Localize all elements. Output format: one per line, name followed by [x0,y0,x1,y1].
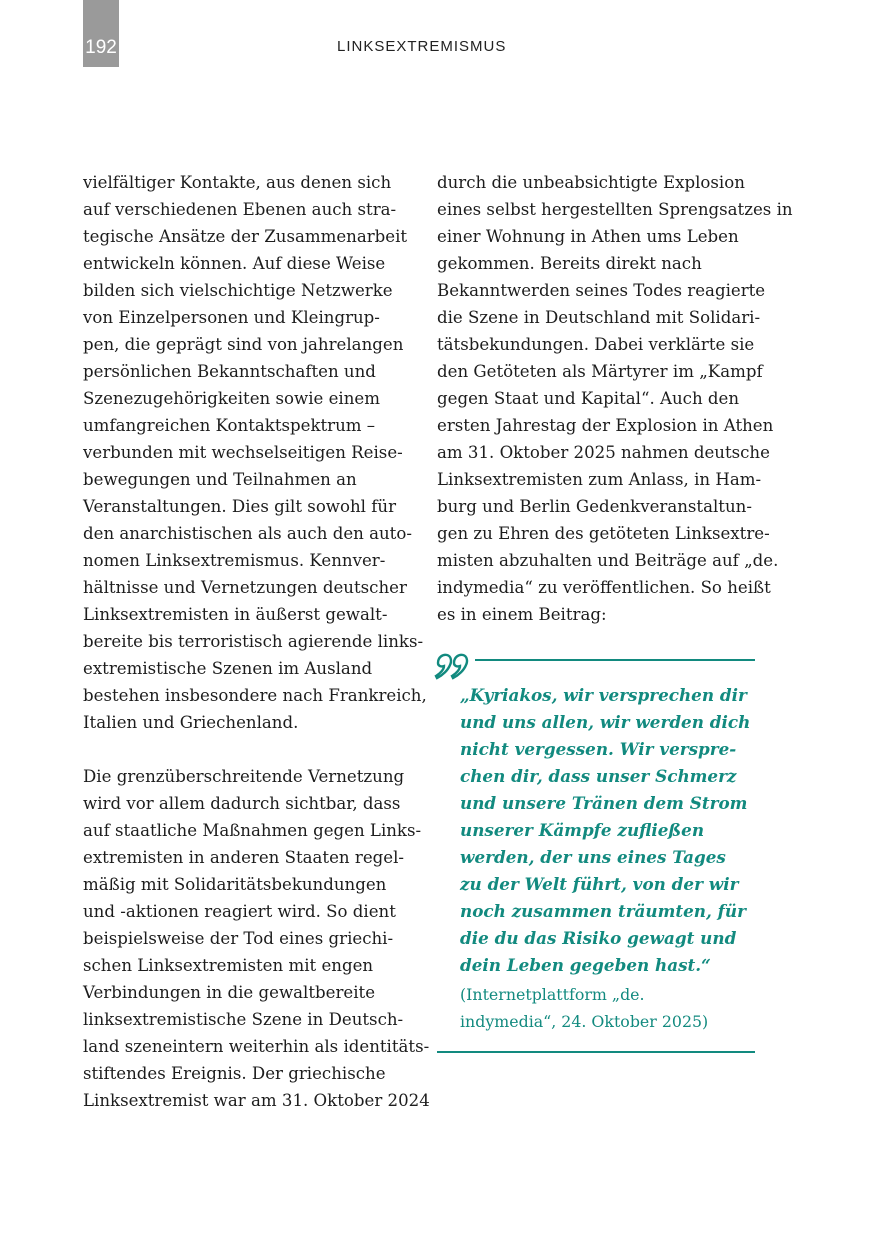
text-line: von Einzelpersonen und Kleingrup- [83,308,380,327]
paragraph-gap [83,736,408,763]
right-column [437,169,793,628]
text-line: land szeneintern weiterhin als identitäts- [83,1037,430,1056]
text-line: extremistische Szenen im Ausland [83,659,373,678]
quote-line: zu der Welt führt, von der wir [460,874,739,894]
text-line: Verbindungen in die gewaltbereite [83,983,376,1002]
text-line: mäßig mit Solidaritätsbekundungen [83,875,387,894]
text-line: tätsbekundungen. Dabei verklärte sie [437,335,755,354]
quote-mark-icon [434,644,474,682]
text-line: gegen Staat und Kapital“. Auch den [437,389,740,408]
text-line: pen, die geprägt sind von jahrelangen [83,335,404,354]
text-line: Bekanntwerden seines Todes reagierte [437,281,766,300]
left-paragraph-2 [83,763,430,1114]
text-line: den Getöteten als Märtyrer im „Kampf [437,362,763,381]
text-line: auf staatliche Maßnahmen gegen Links- [83,821,422,840]
text-line: und -aktionen reagiert wird. So dient [83,902,396,921]
text-line: linksextremistische Szene in Deutsch- [83,1010,404,1029]
quote-line: „Kyriakos, wir versprechen dir [460,685,747,705]
text-line: indymedia“ zu veröffentlichen. So heißt [437,578,771,597]
text-line: einer Wohnung in Athen ums Leben [437,227,739,246]
quote-line: werden, der uns eines Tages [460,847,726,867]
quote-source-line: (Internetplattform „de. [460,985,645,1004]
text-line: Italien und Griechenland. [83,713,299,732]
text-line: auf verschiedenen Ebenen auch stra- [83,200,397,219]
quote-line: und unsere Tränen dem Strom [460,793,748,813]
quote-source-line: indymedia“, 24. Oktober 2025) [460,1012,709,1031]
text-line: Linksextremisten zum Anlass, in Ham- [437,470,762,489]
text-line: gekommen. Bereits direkt nach [437,254,702,273]
text-line: verbunden mit wechselseitigen Reise- [83,443,403,462]
page-number: 192 [83,0,119,67]
text-line: wird vor allem dadurch sichtbar, dass [83,794,401,813]
text-line: vielfältiger Kontakte, aus denen sich [83,173,392,192]
quote-line: unserer Kämpfe zufließen [460,820,705,840]
text-line: hältnisse und Vernetzungen deutscher [83,578,407,597]
text-line: Veranstaltungen. Dies gilt sowohl für [83,497,397,516]
text-line: schen Linksextremisten mit engen [83,956,374,975]
text-line: stiftendes Ereignis. Der griechische [83,1064,386,1083]
text-line: entwickeln können. Auf diese Weise [83,254,386,273]
left-paragraph-1 [83,169,427,736]
text-line: gen zu Ehren des getöteten Linksextre- [437,524,770,543]
text-line: tegische Ansätze der Zusammenarbeit [83,227,408,246]
text-line: nomen Linksextremismus. Kennver- [83,551,386,570]
right-paragraph-1 [437,169,793,628]
text-line: den anarchistischen als auch den auto- [83,524,412,543]
text-line: Linksextremist war am 31. Oktober 2024 [83,1091,430,1110]
quote-line: nicht vergessen. Wir verspre- [460,739,737,759]
text-line: bestehen insbesondere nach Frankreich, [83,686,427,705]
text-line: extremisten in anderen Staaten regel- [83,848,404,867]
text-line: es in einem Beitrag: [437,605,607,624]
text-line: ersten Jahrestag der Explosion in Athen [437,416,774,435]
quote-line: und uns allen, wir werden dich [460,712,751,732]
text-line: persönlichen Bekanntschaften und [83,362,376,381]
text-line: bilden sich vielschichtige Netzwerke [83,281,393,300]
text-line: burg und Berlin Gedenkveranstaltun- [437,497,752,516]
text-line: misten abzuhalten und Beiträge auf „de. [437,551,779,570]
quote-source [460,981,755,1035]
text-line: durch die unbeabsichtigte Explosion [437,173,745,192]
left-column [83,169,430,1114]
text-line: bereite bis terroristisch agierende links- [83,632,424,651]
quote-line: dein Leben gegeben hast.“ [460,955,711,975]
quote-bottom-rule [437,1051,755,1053]
text-line: umfangreichen Kontaktspektrum – [83,416,376,435]
text-line: beispielsweise der Tod eines griechi- [83,929,394,948]
quote-top-rule [475,659,755,661]
quote-line: die du das Risiko gewagt und [460,928,737,948]
text-line: Die grenzüberschreitende Vernetzung [83,767,405,786]
text-line: Linksextremisten in äußerst gewalt- [83,605,388,624]
quote-text [460,682,755,979]
text-line: bewegungen und Teilnahmen an [83,470,357,489]
quote-line: noch zusammen träumten, für [460,901,746,921]
text-line: am 31. Oktober 2025 nahmen deutsche [437,443,770,462]
text-line: Szenezugehörigkeiten sowie einem [83,389,380,408]
text-line: die Szene in Deutschland mit Solidari- [437,308,761,327]
quote-line: chen dir, dass unser Schmerz [460,766,737,786]
text-line: eines selbst hergestellten Sprengsatzes in [437,200,793,219]
running-title: LINKSEXTREMISMUS [337,38,507,55]
